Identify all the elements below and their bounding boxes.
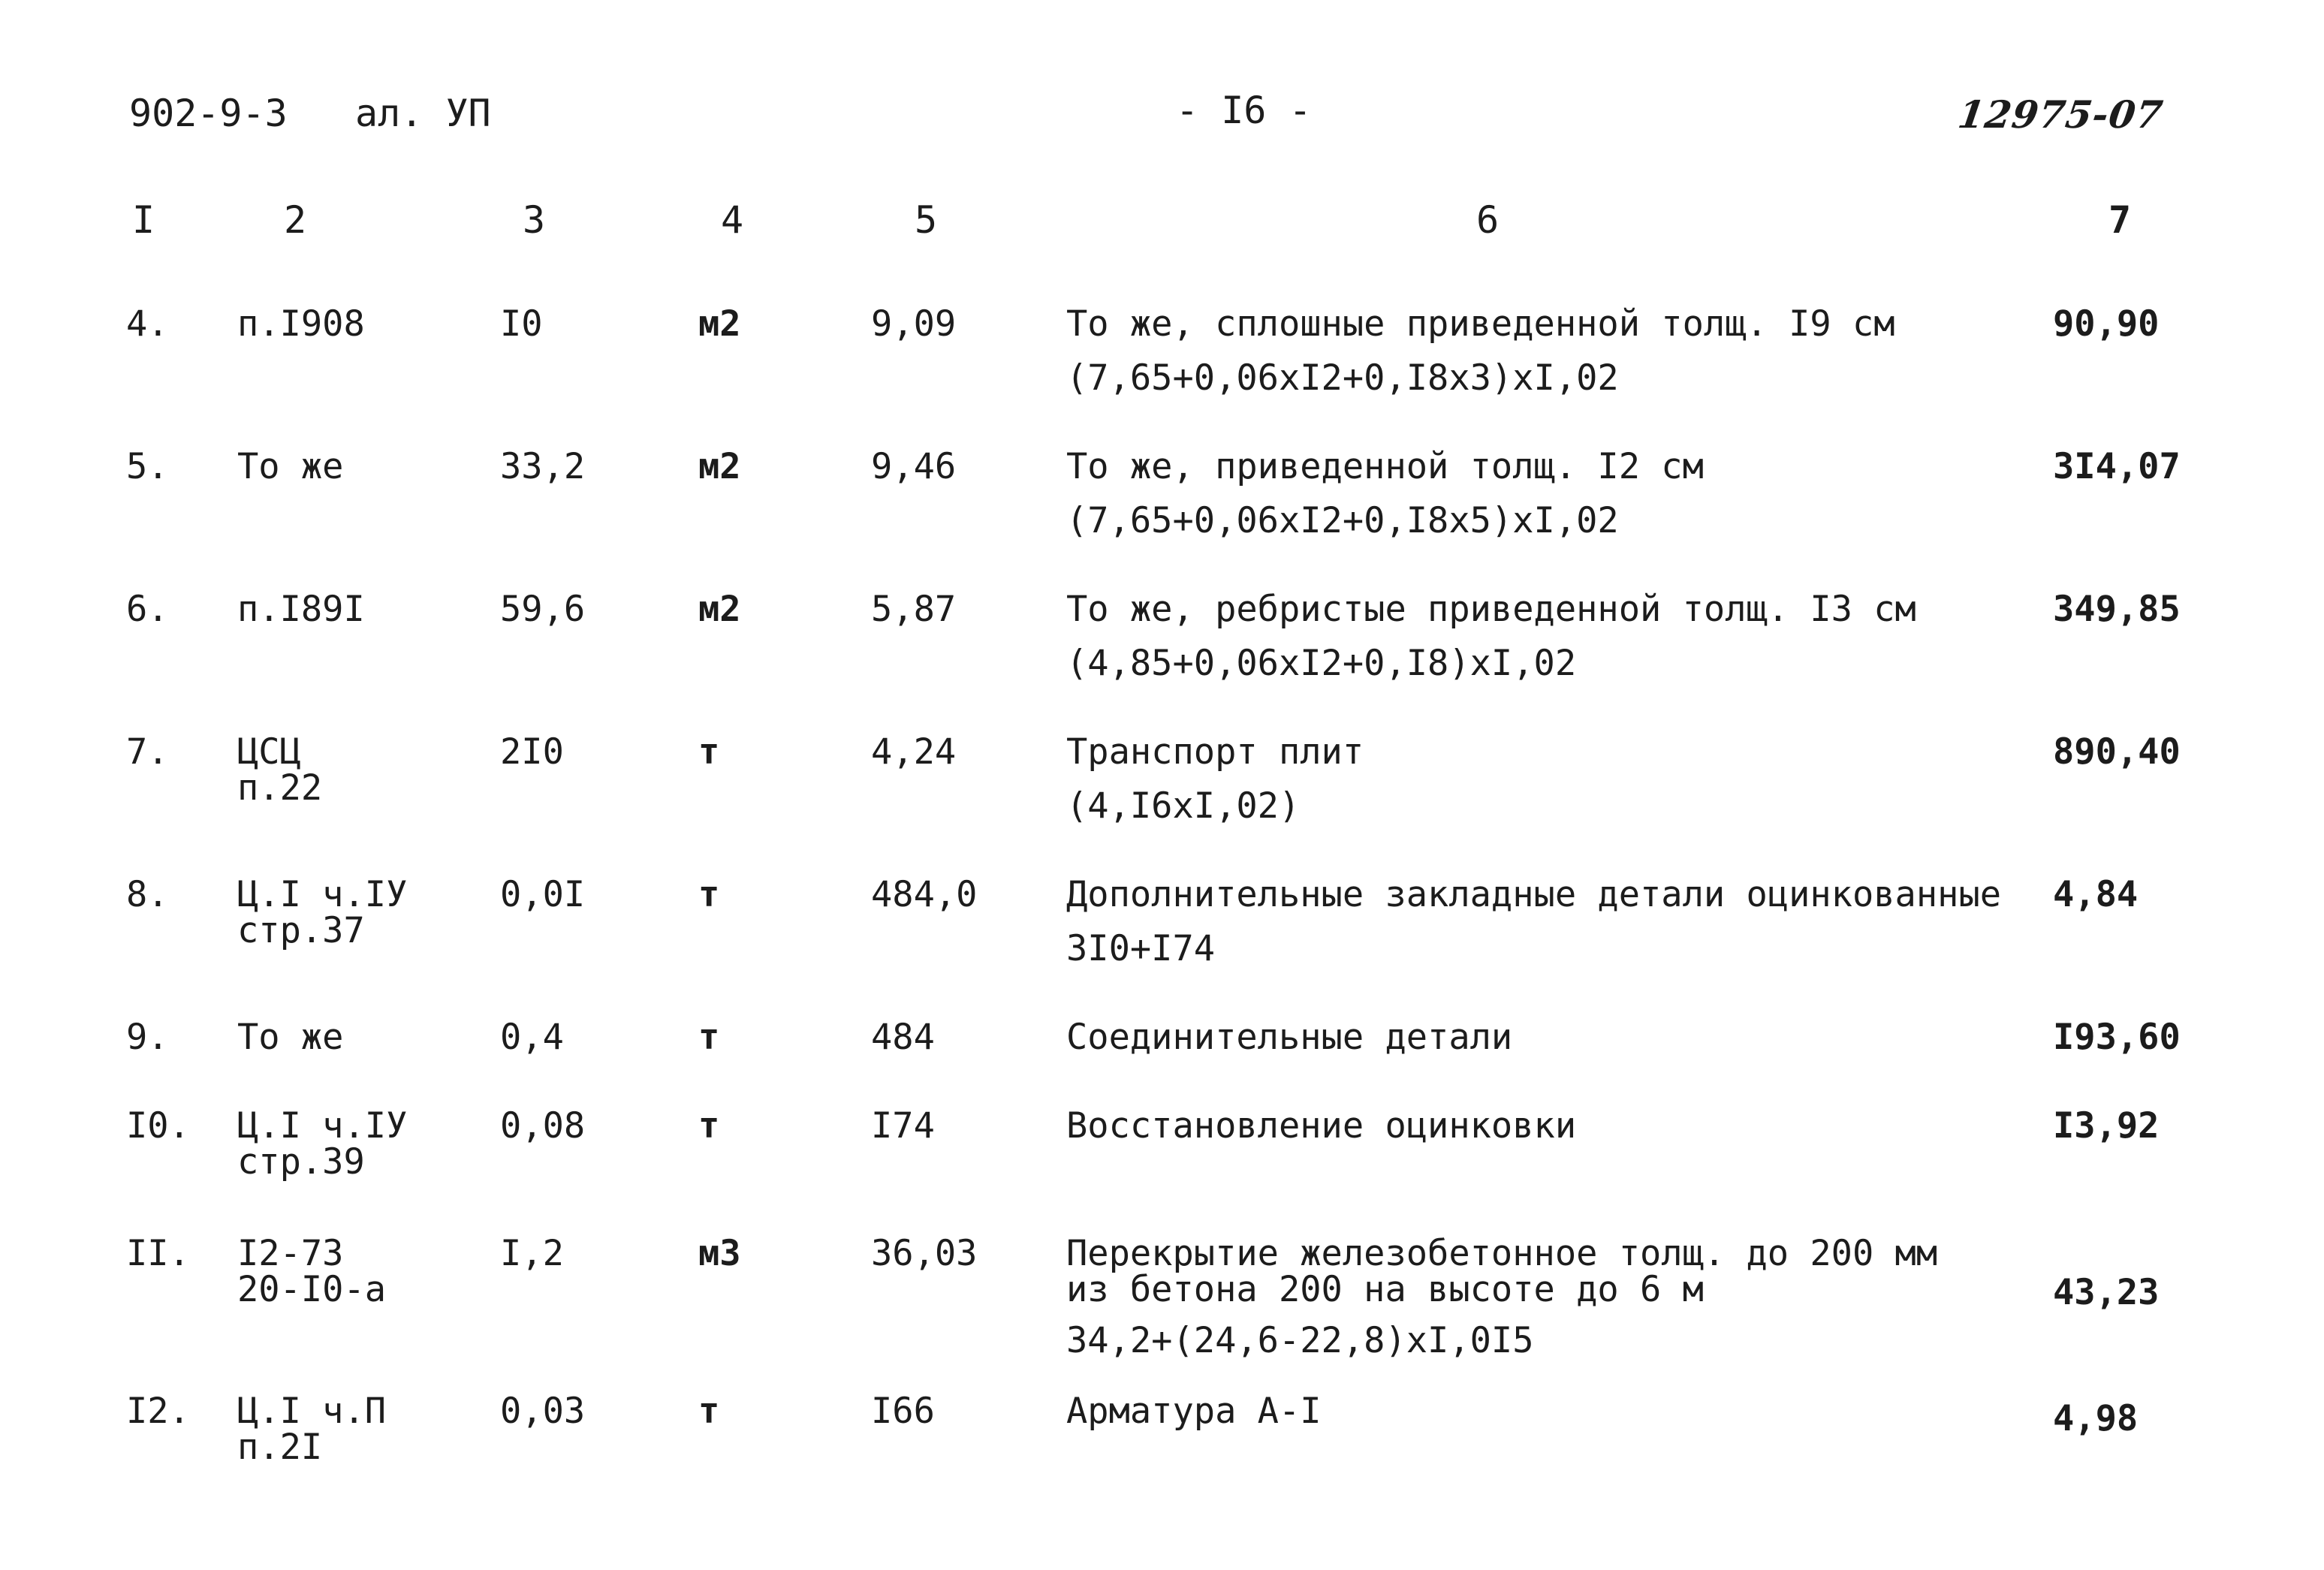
row-reference: п.I89I: [237, 589, 365, 630]
row-quantity: 33,2: [500, 446, 586, 487]
row-unit-price: I66: [871, 1391, 935, 1432]
row-unit-price: I74: [871, 1105, 935, 1147]
column-header-4: 4: [721, 198, 744, 242]
description-formula: (4,I6хI,02): [1066, 785, 1301, 827]
row-total: 890,40: [2053, 731, 2181, 773]
column-header-1: I: [132, 198, 155, 242]
description-formula: (7,65+0,06хI2+0,I8х5)хI,02: [1066, 500, 1619, 541]
row-number: I0.: [126, 1105, 190, 1147]
description-line: То же, ребристые приведенной толщ. I3 см: [1066, 589, 1916, 630]
document-header-code: [129, 92, 491, 135]
description-line: из бетона 200 на высоте до 6 м: [1066, 1269, 1704, 1310]
row-reference: То же: [237, 446, 344, 487]
row-reference: [237, 1233, 387, 1310]
row-unit-price: 4,24: [871, 731, 957, 773]
row-quantity: 0,03: [500, 1391, 586, 1432]
row-number: 5.: [126, 446, 169, 487]
reference-line: стр.37: [237, 910, 365, 951]
page-number: - I6 -: [1176, 89, 1312, 132]
column-header-5: 5: [915, 198, 938, 242]
row-reference: То же: [237, 1017, 344, 1058]
row-unit: т: [698, 874, 720, 915]
row-quantity: I0: [500, 303, 543, 345]
reference-line: Ц.I ч.IУ: [237, 874, 408, 915]
row-unit: м2: [698, 303, 741, 345]
row-unit-price: 9,09: [871, 303, 957, 345]
row-number: II.: [126, 1233, 190, 1274]
row-reference: п.I908: [237, 303, 365, 345]
row-reference: [237, 874, 408, 951]
row-unit-price: 484,0: [871, 874, 978, 915]
column-header-6: 6: [1476, 198, 1500, 242]
row-unit: м2: [698, 589, 741, 630]
row-description: Соединительные детали: [1066, 1017, 1513, 1058]
row-description: [1066, 1233, 1938, 1361]
row-total: 90,90: [2053, 303, 2160, 345]
column-header-3: 3: [523, 198, 546, 242]
row-unit: т: [698, 731, 720, 773]
row-number: 9.: [126, 1017, 169, 1058]
album-label: ал. УП: [355, 92, 491, 135]
reference-line: п.22: [237, 767, 323, 809]
reference-line: Ц.I ч.П: [237, 1391, 387, 1432]
description-formula: 3I0+I74: [1066, 928, 1216, 969]
row-description: [1066, 589, 1916, 684]
row-unit: м2: [698, 446, 741, 487]
row-number: 6.: [126, 589, 169, 630]
row-quantity: 0,4: [500, 1017, 564, 1058]
row-reference: [237, 731, 323, 809]
row-quantity: 0,0I: [500, 874, 586, 915]
row-unit: м3: [698, 1233, 741, 1274]
reference-line: стр.39: [237, 1141, 365, 1183]
row-reference: [237, 1391, 387, 1468]
row-unit: т: [698, 1391, 720, 1432]
reference-line: Ц.I ч.IУ: [237, 1105, 408, 1147]
row-total: 43,23: [2053, 1272, 2160, 1313]
row-total: 3I4,07: [2053, 446, 2181, 487]
row-unit-price: 9,46: [871, 446, 957, 487]
column-header-7: 7: [2108, 198, 2132, 242]
reference-line: п.2I: [237, 1427, 323, 1468]
reference-line: I2-73: [237, 1233, 344, 1274]
row-unit-price: 5,87: [871, 589, 957, 630]
row-unit: т: [698, 1017, 720, 1058]
description-line: Перекрытие железобетонное толщ. до 200 мм: [1066, 1233, 1938, 1274]
description-formula: (7,65+0,06хI2+0,I8х3)хI,02: [1066, 357, 1619, 399]
row-total: I93,60: [2053, 1017, 2181, 1058]
row-quantity: 0,08: [500, 1105, 586, 1147]
row-unit-price: 36,03: [871, 1233, 978, 1274]
description-line: То же, сплошные приведенной толщ. I9 см: [1066, 303, 1895, 345]
row-quantity: 59,6: [500, 589, 586, 630]
row-quantity: I,2: [500, 1233, 564, 1274]
row-total: 4,84: [2053, 874, 2139, 915]
row-description: [1066, 731, 1364, 827]
row-total: I3,92: [2053, 1105, 2160, 1147]
row-number: 7.: [126, 731, 169, 773]
row-unit: т: [698, 1105, 720, 1147]
description-line: То же, приведенной толщ. I2 см: [1066, 446, 1704, 487]
row-total: 4,98: [2053, 1398, 2139, 1439]
row-description: [1066, 446, 1704, 541]
row-total: 349,85: [2053, 589, 2181, 630]
description-line: Дополнительные закладные детали оцинкованные: [1066, 874, 2002, 915]
row-number: I2.: [126, 1391, 190, 1432]
row-description: Арматура А-I: [1066, 1391, 1322, 1432]
row-description: Восстановление оцинковки: [1066, 1105, 1577, 1147]
reference-line: 20-I0-а: [237, 1269, 387, 1310]
row-number: 4.: [126, 303, 169, 345]
row-reference: [237, 1105, 408, 1183]
description-line: Транспорт плит: [1066, 731, 1364, 773]
row-description: [1066, 303, 1895, 399]
doc-code: 902-9-3: [129, 92, 288, 135]
description-formula: 34,2+(24,6-22,8)хI,0I5: [1066, 1320, 1534, 1361]
row-quantity: 2I0: [500, 731, 564, 773]
handwritten-number: 12975-07: [1955, 92, 2166, 137]
row-unit-price: 484: [871, 1017, 935, 1058]
reference-line: ЦСЦ: [237, 731, 301, 773]
row-number: 8.: [126, 874, 169, 915]
description-formula: (4,85+0,06хI2+0,I8)хI,02: [1066, 643, 1577, 684]
row-description: [1066, 874, 2002, 969]
column-header-2: 2: [284, 198, 307, 242]
